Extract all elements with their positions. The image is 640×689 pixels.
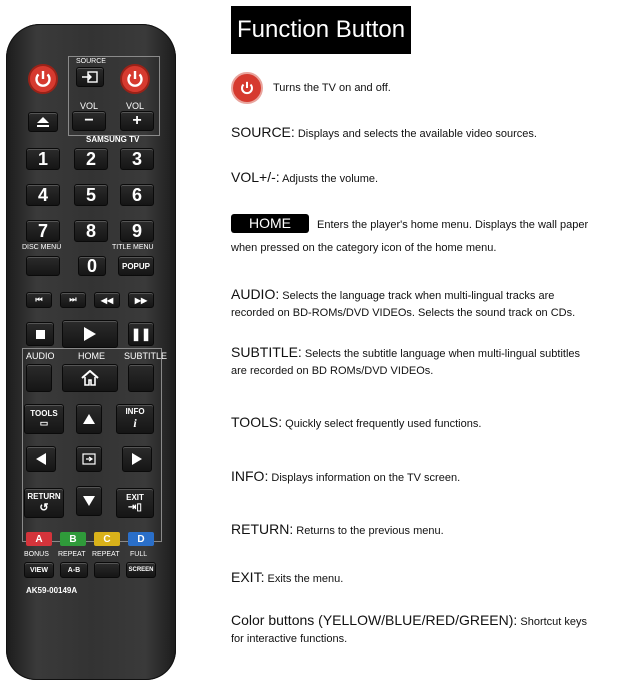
volume-keyword: VOL+/-:	[231, 169, 280, 185]
home-description-1: Enters the player's home menu. Displays the wall paper	[317, 219, 589, 231]
source-description: Displays and selects the available video sources.	[297, 128, 537, 140]
brand-label: SAMSUNG TV	[86, 135, 140, 144]
source-row	[231, 124, 635, 143]
left-arrow-icon	[35, 452, 47, 466]
color-buttons-keyword: Color buttons (YELLOW/BLUE/RED/GREEN):	[231, 612, 518, 628]
return-row	[231, 521, 635, 540]
info-row	[231, 468, 635, 487]
left-arrow-button[interactable]	[26, 446, 56, 472]
color-buttons-row	[231, 612, 635, 648]
volume-down-button[interactable]: −	[72, 111, 106, 131]
number-8-button[interactable]: 8	[74, 220, 108, 242]
color-a-button[interactable]: A	[26, 532, 52, 546]
right-arrow-button[interactable]	[122, 446, 152, 472]
page-title: Function Button	[231, 6, 411, 54]
rewind-icon: ◀◀	[100, 295, 114, 305]
previous-icon: ⏮	[35, 295, 43, 304]
audio-label: AUDIO	[26, 351, 55, 361]
source-label: SOURCE	[76, 58, 106, 65]
number-7-button[interactable]: 7	[26, 220, 60, 242]
power-row	[231, 72, 635, 104]
number-9-button[interactable]: 9	[120, 220, 154, 242]
power-icon	[30, 66, 56, 92]
color-d-button[interactable]: D	[128, 532, 154, 546]
subtitle-row	[231, 344, 635, 380]
repeat-label-2: REPEAT	[92, 551, 120, 558]
popup-button[interactable]: POPUP	[118, 256, 154, 276]
down-arrow-button[interactable]	[76, 486, 102, 516]
color-buttons-description-2: for interactive functions.	[231, 633, 348, 645]
right-arrow-icon	[131, 452, 143, 466]
fast-forward-button[interactable]	[128, 292, 154, 308]
color-c-button[interactable]: C	[94, 532, 120, 546]
subtitle-description-2: are recorded on BD ROMs/DVD VIDEOs.	[231, 365, 434, 377]
tools-button[interactable]	[24, 404, 64, 434]
eject-icon	[36, 116, 50, 128]
rewind-button[interactable]	[94, 292, 120, 308]
number-4-button[interactable]: 4	[26, 184, 60, 206]
tv-power-button[interactable]	[120, 64, 150, 94]
audio-keyword: AUDIO:	[231, 286, 280, 302]
return-icon: ↺	[39, 502, 49, 514]
return-keyword: RETURN:	[231, 521, 294, 537]
subtitle-description-1: Selects the subtitle language when multi-lingual subtitles	[304, 348, 581, 360]
play-button[interactable]	[62, 320, 118, 348]
home-icon	[81, 370, 99, 386]
number-3-button[interactable]: 3	[120, 148, 154, 170]
exit-button[interactable]	[116, 488, 154, 518]
repeat-button[interactable]	[94, 562, 120, 578]
next-button[interactable]	[60, 292, 86, 308]
bonus-view-button[interactable]: VIEW	[24, 562, 54, 578]
up-arrow-icon	[82, 413, 96, 425]
fast-forward-icon: ▶▶	[134, 295, 148, 305]
number-6-button[interactable]: 6	[120, 184, 154, 206]
home-keyword: HOME	[231, 214, 309, 233]
up-arrow-button[interactable]	[76, 404, 102, 434]
pause-icon: ❚❚	[130, 327, 152, 341]
color-b-button[interactable]: B	[60, 532, 86, 546]
return-button[interactable]	[24, 488, 64, 518]
audio-button[interactable]	[26, 364, 52, 392]
info-description: Displays information on the TV screen.	[271, 472, 461, 484]
info-label: INFO	[125, 407, 145, 416]
repeat-label-1: REPEAT	[58, 551, 86, 558]
source-icon	[82, 71, 98, 83]
eject-button[interactable]	[28, 112, 58, 132]
number-0-button[interactable]: 0	[78, 256, 106, 276]
volume-row	[231, 169, 635, 188]
info-keyword: INFO:	[231, 468, 269, 484]
tools-label: TOOLS	[30, 409, 58, 418]
remote-control	[6, 24, 176, 680]
bonus-label: BONUS	[24, 551, 49, 558]
tools-keyword: TOOLS:	[231, 414, 283, 430]
number-5-button[interactable]: 5	[74, 184, 108, 206]
source-button[interactable]	[76, 67, 104, 87]
power-icon	[231, 72, 263, 104]
tools-row	[231, 414, 635, 433]
subtitle-keyword: SUBTITLE:	[231, 344, 302, 360]
exit-description: Exits the menu.	[267, 573, 344, 585]
repeat-ab-button[interactable]: A-B	[60, 562, 88, 578]
home-label: HOME	[78, 351, 105, 361]
previous-button[interactable]	[26, 292, 52, 308]
exit-keyword: EXIT:	[231, 569, 265, 585]
tools-icon: ▭	[39, 418, 49, 428]
enter-icon	[82, 453, 96, 465]
title-menu-label: TITLE MENU	[112, 244, 154, 251]
info-button[interactable]	[116, 404, 154, 434]
audio-row	[231, 286, 635, 322]
full-label: FULL	[130, 551, 148, 558]
disc-menu-label: DISC MENU	[22, 244, 62, 251]
home-button[interactable]	[62, 364, 118, 392]
subtitle-label: SUBTITLE	[124, 351, 168, 361]
tools-description: Quickly select frequently used functions.	[285, 418, 482, 430]
power-button[interactable]	[28, 64, 58, 94]
power-description: Turns the TV on and off.	[273, 81, 391, 94]
color-buttons-description-1: Shortcut keys	[520, 616, 588, 628]
vol-up-label: VOL	[126, 101, 145, 111]
audio-description-2: recorded on BD-ROMs/DVD VIDEOs. Selects the sound track on CDs.	[231, 307, 576, 319]
subtitle-button[interactable]	[128, 364, 154, 392]
model-label: AK59-00149A	[26, 586, 78, 595]
exit-icon: ⇥▯	[128, 502, 142, 513]
enter-button[interactable]	[76, 446, 102, 472]
number-2-button[interactable]: 2	[74, 148, 108, 170]
stop-icon	[36, 330, 45, 339]
source-keyword: SOURCE:	[231, 124, 295, 140]
return-description: Returns to the previous menu.	[296, 525, 444, 537]
home-row	[231, 214, 635, 257]
next-icon: ⏭	[69, 295, 77, 304]
disc-menu-button[interactable]	[26, 256, 60, 276]
volume-up-button[interactable]: +	[120, 111, 154, 131]
vol-down-label: VOL	[80, 101, 99, 111]
down-arrow-icon	[82, 495, 96, 507]
stop-button[interactable]	[26, 322, 54, 346]
pause-button[interactable]	[128, 322, 154, 346]
exit-label: EXIT	[126, 493, 144, 502]
play-icon	[83, 326, 97, 342]
number-1-button[interactable]: 1	[26, 148, 60, 170]
audio-description-1: Selects the language track when multi-lingual tracks are	[282, 290, 555, 302]
volume-description: Adjusts the volume.	[282, 173, 379, 185]
return-label: RETURN	[27, 492, 61, 501]
full-screen-button[interactable]: SCREEN	[126, 562, 156, 578]
info-icon: i	[133, 416, 137, 430]
exit-row	[231, 569, 635, 588]
power-icon	[122, 66, 148, 92]
home-description-2: when pressed on the category icon of the home menu.	[231, 242, 497, 254]
